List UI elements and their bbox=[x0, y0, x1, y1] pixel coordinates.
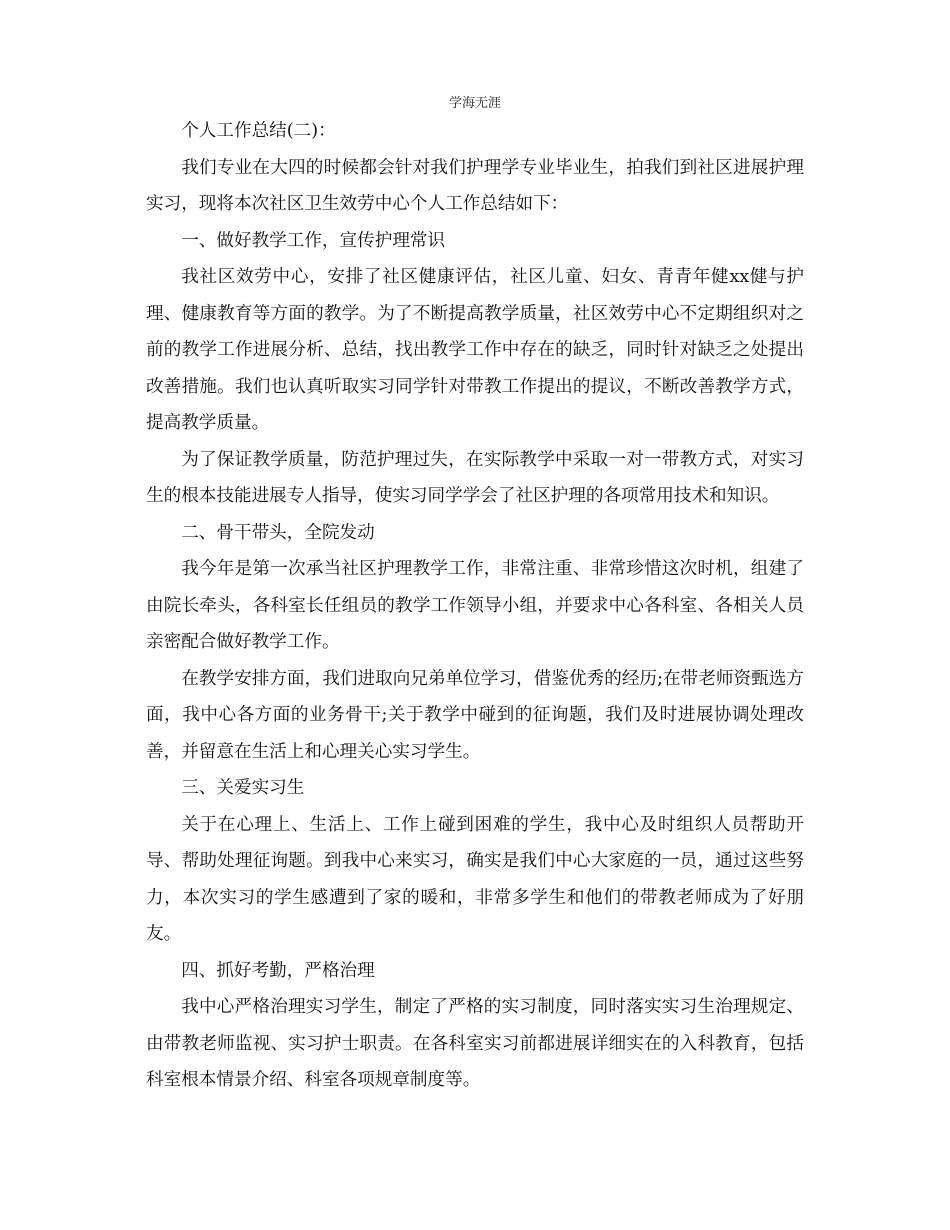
paragraph: 我社区效劳中心，安排了社区健康评估，社区儿童、妇女、青青年健xx健与护理、健康教育等方面的教学。为了不断提高教学质量，社区效劳中心不定期组织对之前的教学工作进展分析、总结，找出教学工作中存在的缺乏，同时针对缺乏之处提出改善措施。我们也认真听取实习同学针对带教工作提出的提议，不断改善教学方式，提高教学质量。 bbox=[146, 267, 804, 433]
page-header: 学海无涯 bbox=[448, 96, 501, 111]
section-heading: 一、做好教学工作，宣传护理常识 bbox=[181, 230, 446, 251]
section-heading: 四、抓好考勤，严格治理 bbox=[181, 960, 375, 981]
paragraph: 关于在心理上、生活上、工作上碰到困难的学生，我中心及时组织人员帮助开导、帮助处理征询题。到我中心来实习，确实是我们中心大家庭的一员，通过这些努力，本次实习的学生感遭到了家的暖和，非常多学生和他们的带教老师成为了好朋友。 bbox=[146, 814, 804, 944]
paragraph: 在教学安排方面，我们进取向兄弟单位学习，借鉴优秀的经历;在带老师资甄选方面，我中心各方面的业务骨干;关于教学中碰到的征询题，我们及时进展协调处理改善，并留意在生活上和心理关心实习学生。 bbox=[146, 668, 804, 762]
section-heading: 三、关爱实习生 bbox=[181, 778, 305, 798]
section-title: 个人工作总结(二)： bbox=[181, 121, 336, 141]
paragraph: 我今年是第一次承当社区护理教学工作，非常注重、非常珍惜这次时机，组建了由院长牵头，各科室长任组员的教学工作领导小组，并要求中心各科室、各相关人员亲密配合做好教学工作。 bbox=[146, 559, 804, 652]
paragraph: 我们专业在大四的时候都会针对我们护理学专业毕业生，拍我们到社区进展护理实习，现将本次社区卫生效劳中心个人工作总结如下： bbox=[146, 157, 804, 214]
paragraph: 我中心严格治理实习学生，制定了严格的实习制度，同时落实实习生治理规定、由带教老师监视、实习护士职责。在各科室实习前都进展详细实在的入科教育，包括科室根本情景介绍、科室各项规章制度等。 bbox=[146, 997, 804, 1090]
section-heading: 二、骨干带头，全院发动 bbox=[181, 522, 375, 543]
paragraph: 为了保证教学质量，防范护理过失，在实际教学中采取一对一带教方式，对实习生的根本技能进展专人指导，使实习同学学会了社区护理的各项常用技术和知识。 bbox=[146, 449, 804, 506]
document-body bbox=[146, 113, 804, 1099]
